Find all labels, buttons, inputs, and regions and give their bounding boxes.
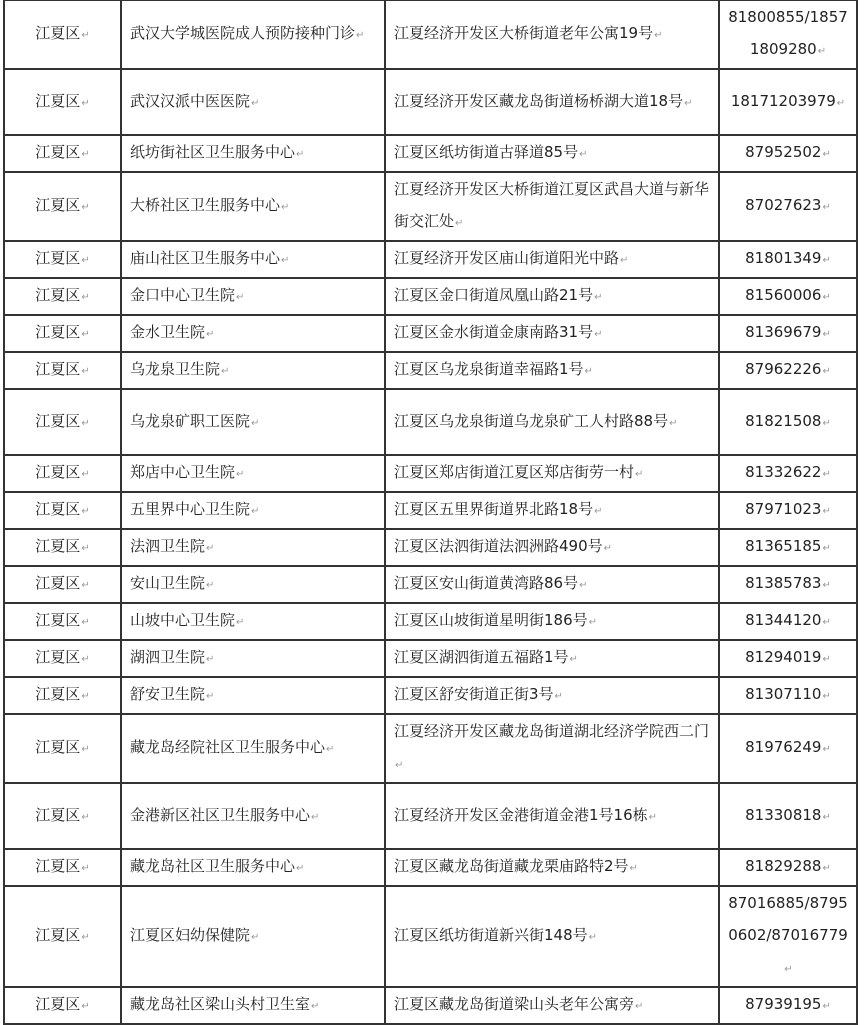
address-cell [385, 492, 719, 529]
address-cell [385, 455, 719, 492]
address-text: 江夏区纸坊街道新兴街148号 [394, 926, 588, 944]
institution-name-text: 金港新区社区卫生服务中心 [130, 805, 311, 824]
district-cell [4, 886, 121, 987]
district-text: 江夏区 [35, 738, 81, 756]
phone-text: 81821508 [745, 411, 822, 430]
address-cell [385, 987, 719, 1024]
institution-name-text: 山坡中心卫生院 [130, 611, 236, 629]
paragraph-mark-icon: ↵ [836, 97, 846, 109]
institution-name-cell [121, 640, 385, 677]
institution-name-cell [121, 389, 385, 455]
paragraph-mark-icon: ↵ [236, 292, 245, 303]
institution-name-cell [121, 69, 385, 135]
institution-name-cell [121, 849, 385, 886]
paragraph-mark-icon: ↵ [822, 292, 831, 303]
institution-name-text: 武汉汉派中医医院 [130, 91, 251, 110]
address-cell [385, 0, 719, 69]
address-cell [385, 603, 719, 640]
district-cell [4, 172, 121, 241]
paragraph-mark-icon: ↵ [822, 202, 831, 213]
phone-cell [719, 783, 857, 849]
institution-name-cell [121, 241, 385, 278]
paragraph-mark-icon: ↵ [81, 417, 90, 429]
district-cell [4, 987, 121, 1024]
district-cell [4, 352, 121, 389]
institution-name-cell [121, 714, 385, 783]
phone-text: 18171203979 [730, 91, 836, 110]
institution-name-text: 乌龙泉卫生院 [130, 360, 221, 378]
paragraph-mark-icon: ↵ [822, 863, 831, 874]
paragraph-mark-icon: ↵ [81, 1001, 90, 1012]
institution-name-text: 五里界中心卫生院 [130, 500, 251, 518]
institution-name-cell [121, 783, 385, 849]
address-text: 江夏区乌龙泉街道幸福路1号 [394, 360, 584, 378]
district-cell [4, 69, 121, 135]
phone-cell [719, 566, 857, 603]
table-row [4, 714, 857, 783]
district-text: 江夏区 [35, 360, 81, 378]
phone-cell [719, 714, 857, 783]
phone-cell [719, 241, 857, 278]
table-row [4, 492, 857, 529]
paragraph-mark-icon: ↵ [584, 366, 593, 377]
address-text: 江夏区纸坊街道古驿道85号 [394, 143, 579, 161]
address-text: 江夏经济开发区庙山街道阳光中路 [394, 249, 620, 267]
institution-name-cell [121, 492, 385, 529]
institution-name-cell [121, 455, 385, 492]
paragraph-mark-icon: ↵ [236, 469, 245, 480]
paragraph-mark-icon: ↵ [822, 617, 831, 628]
table-row [4, 315, 857, 352]
paragraph-mark-icon: ↵ [588, 617, 598, 628]
address-text: 江夏区舒安街道正街3号 [394, 685, 554, 703]
phone-text: 87016885/87950602/87016779 [728, 894, 848, 944]
paragraph-mark-icon: ↵ [81, 932, 90, 943]
table-row [4, 135, 857, 172]
phone-text: 81365185 [745, 537, 822, 555]
institution-name-cell [121, 135, 385, 172]
paragraph-mark-icon: ↵ [251, 932, 260, 943]
paragraph-mark-icon: ↵ [81, 863, 90, 874]
district-cell [4, 241, 121, 278]
paragraph-mark-icon: ↵ [594, 329, 603, 340]
address-text: 江夏经济开发区大桥街道江夏区武昌大道与新华街交汇处 [394, 180, 710, 230]
paragraph-mark-icon: ↵ [81, 580, 90, 591]
paragraph-mark-icon: ↵ [822, 543, 831, 554]
phone-cell [719, 315, 857, 352]
institution-name-text: 郑店中心卫生院 [130, 463, 236, 481]
district-text: 江夏区 [35, 500, 81, 518]
district-text: 江夏区 [35, 805, 81, 824]
institution-name-text: 乌龙泉矿职工医院 [130, 411, 251, 430]
district-text: 江夏区 [35, 685, 81, 703]
paragraph-mark-icon: ↵ [81, 97, 90, 109]
phone-text: 87962226 [745, 360, 822, 378]
paragraph-mark-icon: ↵ [594, 292, 603, 303]
phone-cell [719, 135, 857, 172]
district-text: 江夏区 [35, 926, 81, 944]
paragraph-mark-icon: ↵ [281, 202, 290, 213]
phone-cell [719, 987, 857, 1024]
institution-name-text: 金口中心卫生院 [130, 286, 236, 304]
paragraph-mark-icon: ↵ [81, 506, 90, 517]
paragraph-mark-icon: ↵ [206, 654, 215, 665]
paragraph-mark-icon: ↵ [281, 255, 290, 266]
institution-name-text: 大桥社区卫生服务中心 [130, 196, 281, 214]
district-cell [4, 849, 121, 886]
institution-name-cell [121, 886, 385, 987]
institution-name-text: 庙山社区卫生服务中心 [130, 249, 281, 267]
phone-text: 81332622 [745, 463, 822, 481]
paragraph-mark-icon: ↵ [635, 469, 644, 480]
address-cell [385, 389, 719, 455]
paragraph-mark-icon: ↵ [579, 580, 588, 591]
paragraph-mark-icon: ↵ [81, 543, 90, 554]
address-cell [385, 886, 719, 987]
paragraph-mark-icon: ↵ [635, 1001, 644, 1012]
district-cell [4, 315, 121, 352]
paragraph-mark-icon: ↵ [684, 97, 693, 109]
address-cell [385, 849, 719, 886]
district-text: 江夏区 [35, 537, 81, 555]
phone-cell [719, 886, 857, 987]
table-row [4, 640, 857, 677]
address-cell [385, 315, 719, 352]
paragraph-mark-icon: ↵ [822, 654, 831, 665]
institution-name-cell [121, 172, 385, 241]
paragraph-mark-icon: ↵ [81, 811, 90, 823]
table-row [4, 69, 857, 135]
district-cell [4, 566, 121, 603]
table-row [4, 389, 857, 455]
address-text: 江夏经济开发区藏龙岛街道湖北经济学院西二门 [394, 722, 710, 740]
phone-cell [719, 529, 857, 566]
district-cell [4, 640, 121, 677]
table-row [4, 278, 857, 315]
paragraph-mark-icon: ↵ [822, 469, 831, 480]
institution-name-cell [121, 677, 385, 714]
table-body [4, 0, 857, 1024]
address-text: 江夏区安山街道黄湾路86号 [394, 574, 579, 592]
table-row [4, 783, 857, 849]
district-text: 江夏区 [35, 24, 81, 42]
phone-text: 87027623 [745, 196, 822, 214]
paragraph-mark-icon: ↵ [251, 417, 260, 429]
paragraph-mark-icon: ↵ [822, 811, 831, 823]
paragraph-mark-icon: ↵ [822, 1001, 831, 1012]
institution-name-cell [121, 315, 385, 352]
paragraph-mark-icon: ↵ [822, 744, 831, 755]
paragraph-mark-icon: ↵ [594, 506, 603, 517]
paragraph-mark-icon: ↵ [603, 543, 613, 554]
address-cell [385, 172, 719, 241]
address-cell [385, 69, 719, 135]
paragraph-mark-icon: ↵ [579, 149, 588, 160]
paragraph-mark-icon: ↵ [236, 617, 245, 628]
paragraph-mark-icon: ↵ [620, 255, 629, 266]
district-text: 江夏区 [35, 411, 81, 430]
address-cell [385, 783, 719, 849]
district-cell [4, 783, 121, 849]
address-text: 江夏区乌龙泉街道乌龙泉矿工人村路88号 [394, 411, 669, 430]
district-text: 江夏区 [35, 91, 81, 110]
paragraph-mark-icon: ↵ [822, 255, 831, 266]
clinic-directory-table [3, 0, 858, 1025]
table-row [4, 352, 857, 389]
address-cell [385, 677, 719, 714]
paragraph-mark-icon: ↵ [251, 97, 260, 109]
address-cell [385, 278, 719, 315]
district-cell [4, 603, 121, 640]
phone-text: 81385783 [745, 574, 822, 592]
phone-text: 87952502 [745, 143, 822, 161]
paragraph-mark-icon: ↵ [817, 46, 827, 57]
paragraph-mark-icon: ↵ [326, 744, 335, 755]
district-text: 江夏区 [35, 648, 81, 666]
district-cell [4, 492, 121, 529]
address-text: 江夏区五里界街道界北路18号 [394, 500, 594, 518]
paragraph-mark-icon: ↵ [81, 469, 90, 480]
paragraph-mark-icon: ↵ [206, 543, 215, 554]
paragraph-mark-icon: ↵ [81, 149, 90, 160]
address-cell [385, 566, 719, 603]
address-text: 江夏区湖泗街道五福路1号 [394, 648, 569, 666]
district-text: 江夏区 [35, 995, 81, 1013]
address-text: 江夏经济开发区大桥街道老年公寓19号 [394, 24, 654, 42]
table-row [4, 849, 857, 886]
table-row [4, 886, 857, 987]
institution-name-text: 武汉大学城医院成人预防接种门诊 [130, 24, 356, 42]
district-cell [4, 455, 121, 492]
paragraph-mark-icon: ↵ [206, 329, 215, 340]
paragraph-mark-icon: ↵ [822, 691, 831, 702]
paragraph-mark-icon: ↵ [81, 30, 90, 41]
phone-text: 81369679 [745, 323, 822, 341]
district-cell [4, 135, 121, 172]
paragraph-mark-icon: ↵ [569, 654, 578, 665]
phone-cell [719, 389, 857, 455]
phone-cell [719, 0, 857, 69]
district-cell [4, 529, 121, 566]
paragraph-mark-icon: ↵ [206, 580, 215, 591]
phone-text: 87939195 [745, 995, 822, 1013]
address-text: 江夏区郑店街道江夏区郑店街劳一村 [394, 463, 635, 481]
district-text: 江夏区 [35, 463, 81, 481]
paragraph-mark-icon: ↵ [629, 863, 638, 874]
paragraph-mark-icon: ↵ [206, 691, 215, 702]
address-text: 江夏区金水街道金康南路31号 [394, 323, 594, 341]
paragraph-mark-icon: ↵ [654, 30, 663, 41]
table-row [4, 603, 857, 640]
address-text: 江夏区藏龙岛街道藏龙栗庙路特2号 [394, 857, 629, 875]
table-row [4, 455, 857, 492]
institution-name-cell [121, 987, 385, 1024]
paragraph-mark-icon: ↵ [648, 811, 658, 823]
institution-name-cell [121, 0, 385, 69]
paragraph-mark-icon: ↵ [669, 417, 678, 429]
institution-name-cell [121, 278, 385, 315]
institution-name-cell [121, 566, 385, 603]
phone-text: 81294019 [745, 648, 822, 666]
paragraph-mark-icon: ↵ [784, 964, 793, 975]
paragraph-mark-icon: ↵ [81, 617, 90, 628]
phone-text: 81829288 [745, 857, 822, 875]
institution-name-text: 舒安卫生院 [130, 685, 206, 703]
paragraph-mark-icon: ↵ [311, 1001, 320, 1012]
phone-cell [719, 677, 857, 714]
phone-text: 81976249 [745, 738, 822, 756]
district-cell [4, 714, 121, 783]
paragraph-mark-icon: ↵ [81, 202, 90, 213]
address-cell [385, 352, 719, 389]
table-row [4, 566, 857, 603]
clinic-directory-table-wrapper [3, 0, 858, 1025]
phone-text: 81330818 [745, 805, 822, 824]
paragraph-mark-icon: ↵ [822, 149, 831, 160]
district-text: 江夏区 [35, 611, 81, 629]
institution-name-text: 藏龙岛经院社区卫生服务中心 [130, 738, 326, 756]
paragraph-mark-icon: ↵ [81, 329, 90, 340]
phone-cell [719, 603, 857, 640]
paragraph-mark-icon: ↵ [455, 218, 464, 229]
district-text: 江夏区 [35, 196, 81, 214]
address-text: 江夏区法泗街道法泗洲路490号 [394, 537, 603, 555]
paragraph-mark-icon: ↵ [81, 744, 90, 755]
institution-name-cell [121, 603, 385, 640]
paragraph-mark-icon: ↵ [311, 811, 320, 823]
paragraph-mark-icon: ↵ [296, 863, 305, 874]
phone-cell [719, 69, 857, 135]
paragraph-mark-icon: ↵ [822, 366, 831, 377]
institution-name-text: 安山卫生院 [130, 574, 206, 592]
paragraph-mark-icon: ↵ [822, 329, 831, 340]
paragraph-mark-icon: ↵ [81, 691, 90, 702]
address-cell [385, 640, 719, 677]
district-text: 江夏区 [35, 574, 81, 592]
table-row [4, 987, 857, 1024]
paragraph-mark-icon: ↵ [251, 506, 260, 517]
institution-name-text: 藏龙岛社区卫生服务中心 [130, 857, 296, 875]
table-row [4, 0, 857, 69]
district-text: 江夏区 [35, 249, 81, 267]
address-text: 江夏经济开发区藏龙岛街道杨桥湖大道18号 [394, 91, 684, 110]
district-text: 江夏区 [35, 323, 81, 341]
address-text: 江夏区藏龙岛街道梁山头老年公寓旁 [394, 995, 635, 1013]
district-cell [4, 389, 121, 455]
paragraph-mark-icon: ↵ [81, 255, 90, 266]
phone-cell [719, 455, 857, 492]
paragraph-mark-icon: ↵ [395, 760, 404, 771]
table-row [4, 677, 857, 714]
paragraph-mark-icon: ↵ [822, 580, 831, 591]
institution-name-text: 藏龙岛社区梁山头村卫生室 [130, 995, 311, 1013]
paragraph-mark-icon: ↵ [356, 30, 365, 41]
address-text: 江夏区山坡街道星明街186号 [394, 611, 588, 629]
institution-name-text: 金水卫生院 [130, 323, 206, 341]
institution-name-text: 湖泗卫生院 [130, 648, 206, 666]
address-cell [385, 714, 719, 783]
paragraph-mark-icon: ↵ [588, 932, 598, 943]
phone-text: 81344120 [745, 611, 822, 629]
paragraph-mark-icon: ↵ [822, 506, 831, 517]
institution-name-text: 法泗卫生院 [130, 537, 206, 555]
institution-name-text: 纸坊街社区卫生服务中心 [130, 143, 296, 161]
phone-text: 81800855/18571809280 [728, 8, 848, 58]
address-cell [385, 135, 719, 172]
district-cell [4, 677, 121, 714]
table-row [4, 241, 857, 278]
district-cell [4, 278, 121, 315]
district-text: 江夏区 [35, 857, 81, 875]
phone-text: 81801349 [745, 249, 822, 267]
institution-name-cell [121, 352, 385, 389]
table-row [4, 172, 857, 241]
phone-cell [719, 352, 857, 389]
address-cell [385, 529, 719, 566]
paragraph-mark-icon: ↵ [81, 654, 90, 665]
institution-name-text: 江夏区妇幼保健院 [130, 926, 251, 944]
phone-cell [719, 492, 857, 529]
paragraph-mark-icon: ↵ [221, 366, 230, 377]
table-row [4, 529, 857, 566]
address-text: 江夏经济开发区金港街道金港1号16栋 [394, 805, 648, 824]
phone-text: 81307110 [745, 685, 822, 703]
phone-cell [719, 640, 857, 677]
phone-text: 87971023 [745, 500, 822, 518]
institution-name-cell [121, 529, 385, 566]
paragraph-mark-icon: ↵ [822, 417, 831, 429]
district-cell [4, 0, 121, 69]
address-text: 江夏区金口街道凤凰山路21号 [394, 286, 594, 304]
district-text: 江夏区 [35, 143, 81, 161]
phone-cell [719, 172, 857, 241]
district-text: 江夏区 [35, 286, 81, 304]
paragraph-mark-icon: ↵ [81, 366, 90, 377]
paragraph-mark-icon: ↵ [296, 149, 305, 160]
phone-cell [719, 849, 857, 886]
address-cell [385, 241, 719, 278]
paragraph-mark-icon: ↵ [554, 691, 563, 702]
phone-text: 81560006 [745, 286, 822, 304]
phone-cell [719, 278, 857, 315]
paragraph-mark-icon: ↵ [81, 292, 90, 303]
